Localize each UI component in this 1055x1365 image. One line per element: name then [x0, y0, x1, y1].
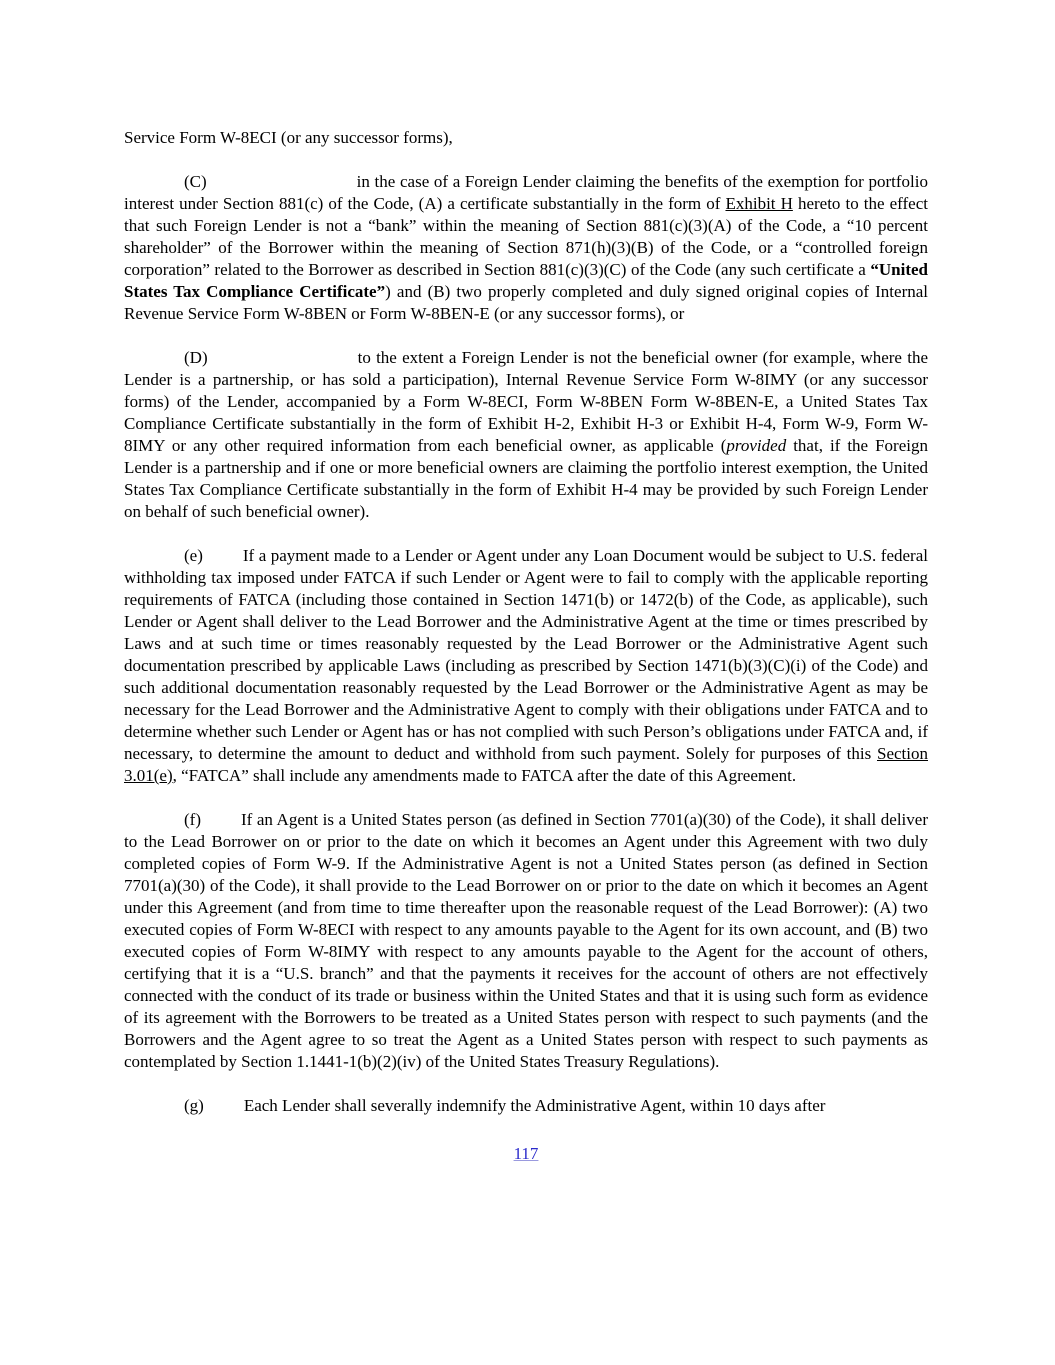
paragraph-clause-g — [124, 1095, 928, 1117]
paragraph-clause-C — [124, 171, 928, 325]
exhibit-h-reference: Exhibit H — [725, 194, 793, 213]
section-3-01-e-reference: Section 3.01(e) — [124, 744, 928, 785]
body-text: , “FATCA” shall include any amendments made to FATCA after the date of this Agreement. — [172, 766, 797, 785]
defined-term-us-tax-compliance-certificate: “United States Tax Compliance Certificate” — [124, 260, 928, 301]
proviso-term: provided — [726, 436, 787, 455]
clause-label-C: (C) — [184, 172, 207, 191]
body-text: hereto to the effect that such Foreign Lender is not a “bank” within the meaning of Section 881(c)(3)(A) of the Code, a “10 percent shareholder” of the Borrower within the meaning of Section 871(h)(3)(B) of the Code, or a “controlled foreign corporation” related to the Borrower as described in Section 881(c)(3)(C) of the Code (any such certificate a — [124, 194, 929, 279]
body-text: If a payment made to a Lender or Agent under any Loan Document would be subject to U.S. federal withholding tax imposed under FATCA if such Lender or Agent were to fail to comply with the applicable reporting requirements of FATCA (including those contained in Section 1471(b) or 1472(b) of the Code, as applicable), such Lender or Agent shall deliver to the Lead Borrower and the Administrative Agent at the time or times prescribed by Laws and at such time or times reasonably requested by the Lead Borrower or the Administrative Agent such documentation prescribed by applicable Laws (including as prescribed by Section 1471(b)(3)(C)(i) of the Code) and such additional documentation reasonably requested by the Lead Borrower or the Administrative Agent as may be necessary for the Lead Borrower and the Administrative Agent to comply with their obligations under FATCA and to determine whether such Lender or Agent has or has not complied with such Person’s obligations under FATCA and, if necessary, to determine the amount to deduct and withhold from such payment. Solely for purposes of this — [124, 546, 928, 763]
body-text: Each Lender shall severally indemnify the Administrative Agent, within 10 days after — [243, 1096, 826, 1115]
page-number-link[interactable]: 117 — [513, 1144, 539, 1163]
body-text: ) and (B) two properly completed and duly signed original copies of Internal Revenue Service Form W-8BEN or Form W-8BEN-E (or any successor forms), or — [124, 282, 929, 323]
clause-label-f: (f) — [184, 810, 201, 829]
clause-label-g: (g) — [184, 1096, 204, 1115]
body-text: to the extent a Foreign Lender is not the beneficial owner (for example, where the Lender is a partnership, or has sold a participation), Internal Revenue Service Form W-8IMY (or any successor forms) of the Lender, accompanied by a Form W-8ECI, Form W-8BEN Form W-8BEN-E, a United States Tax Compliance Certificate substantially in the form of Exhibit H-2, Exhibit H-3 or Exhibit H-4, Form W-9, Form W-8IMY or any other required information from each beneficial owner, as applicable ( — [124, 348, 928, 455]
page-footer — [124, 1143, 928, 1165]
paragraph-continuation — [124, 127, 928, 149]
paragraph-clause-D — [124, 347, 928, 523]
body-text: in the case of a Foreign Lender claiming the benefits of the exemption for portfolio interest under Section 881(c) of the Code, (A) a certificate substantially in the form of — [124, 172, 928, 213]
clause-label-e: (e) — [184, 546, 203, 565]
body-text: that, if the Foreign Lender is a partnership and if one or more beneficial owners are claiming the portfolio interest exemption, the United States Tax Compliance Certificate substantially in the form of Exhibit H-4 may be provided by such Foreign Lender on behalf of such beneficial owner). — [124, 436, 928, 521]
clause-label-D: (D) — [184, 348, 208, 367]
paragraph-clause-f — [124, 809, 928, 1073]
body-text: Service Form W-8ECI (or any successor forms), — [124, 128, 453, 147]
paragraph-clause-e — [124, 545, 928, 787]
body-text: If an Agent is a United States person (as defined in Section 7701(a)(30) of the Code), it shall deliver to the Lead Borrower on or prior to the date on which it becomes an Agent under this Agreement with two duly completed copies of Form W-9. If the Administrative Agent is not a United States person (as defined in Section 7701(a)(30) of the Code), it shall provide to the Lead Borrower on or prior to the date on which it becomes an Agent under this Agreement (and from time to time thereafter upon the reasonable request of the Lead Borrower): (A) two executed copies of Form W-8ECI with respect to any amounts payable to the Agent for its own account, and (B) two executed copies of Form W-8IMY with respect to any amounts payable to the Agent for the account of others, certifying that it is a “U.S. branch” and that the payments it receives for the account of others are not effectively connected with the conduct of its trade or business within the United States and that it is using such form as evidence of its agreement with the Borrowers to be treated as a United States person with respect to such payments (and the Borrowers and the Agent agree to so treat the Agent as a United States person with respect to such payments as contemplated by Section 1.1441-1(b)(2)(iv) of the United States Treasury Regulations). — [124, 810, 928, 1071]
